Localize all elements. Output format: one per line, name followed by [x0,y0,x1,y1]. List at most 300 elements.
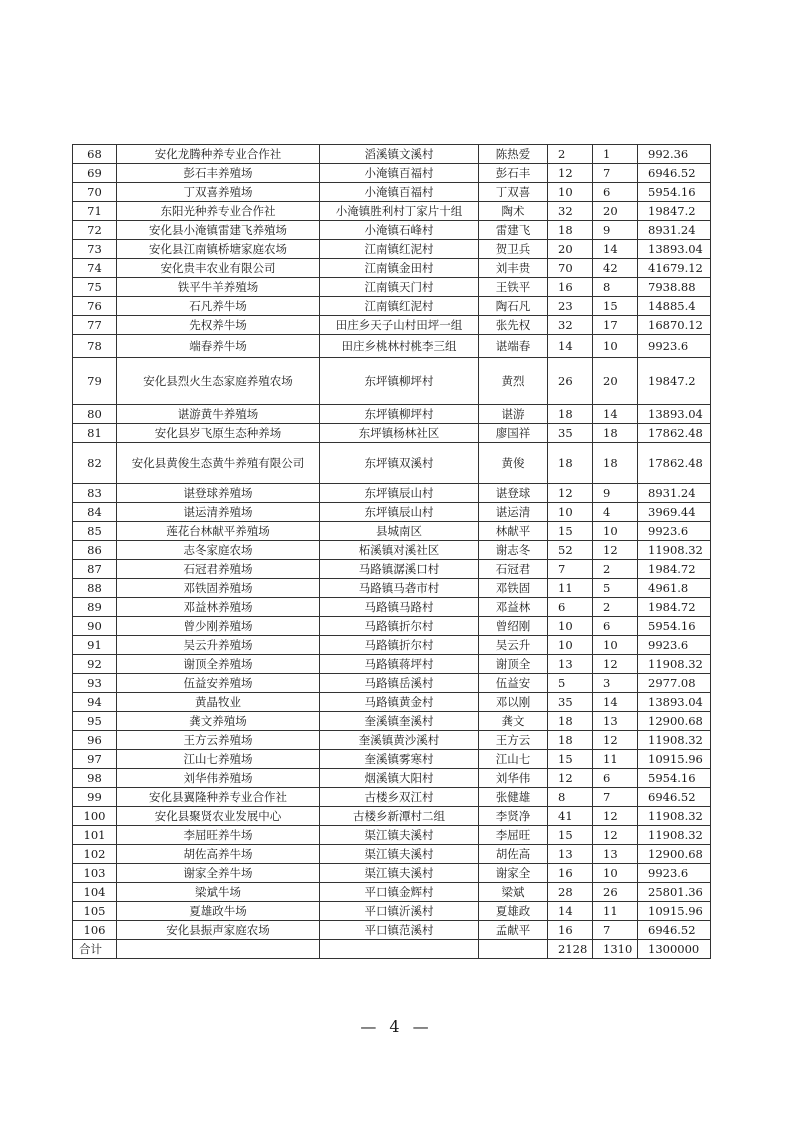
entity-name: 曾少刚养殖场 [117,617,320,636]
entity-name: 梁斌牛场 [117,883,320,902]
table-row [73,693,711,712]
table-row [73,883,711,902]
head-count: 2 [548,145,593,164]
total-row [73,940,711,959]
table-row [73,598,711,617]
contact-person: 陶术 [479,202,548,221]
table-row [73,202,711,221]
page-number: — 4 — [360,1017,433,1036]
entity-name: 李屈旺养牛场 [117,826,320,845]
location: 奎溪镇奎溪村 [320,712,479,731]
amount: 4961.8 [638,579,711,598]
contact-person: 李贤净 [479,807,548,826]
entity-name: 谢顶全养殖场 [117,655,320,674]
location: 江南镇天门村 [320,278,479,297]
table-row [73,278,711,297]
row-number: 103 [73,864,117,883]
location: 渠江镇夫溪村 [320,826,479,845]
amount: 11908.32 [638,731,711,750]
row-number: 94 [73,693,117,712]
amount: 12900.68 [638,712,711,731]
unit-count: 6 [593,769,638,788]
row-number: 101 [73,826,117,845]
contact-person: 谌游 [479,405,548,424]
contact-person: 黄俊 [479,443,548,484]
table-row [73,316,711,335]
head-count: 15 [548,522,593,541]
table-row [73,145,711,164]
head-count: 14 [548,335,593,358]
head-count: 10 [548,636,593,655]
entity-name: 铁平牛羊养殖场 [117,278,320,297]
table-row [73,864,711,883]
amount: 11908.32 [638,655,711,674]
row-number: 89 [73,598,117,617]
row-number: 70 [73,183,117,202]
location: 马路镇折尔村 [320,636,479,655]
location: 马路镇马路村 [320,598,479,617]
contact-person: 胡佐高 [479,845,548,864]
location: 渠江镇夫溪村 [320,864,479,883]
row-number: 105 [73,902,117,921]
table-row [73,579,711,598]
amount: 13893.04 [638,405,711,424]
table-row [73,522,711,541]
table-row [73,405,711,424]
contact-person: 刘华伟 [479,769,548,788]
location: 平口镇范溪村 [320,921,479,940]
amount: 6946.52 [638,164,711,183]
table-row [73,240,711,259]
location: 小淹镇百福村 [320,183,479,202]
amount: 9923.6 [638,864,711,883]
contact-person: 谌端春 [479,335,548,358]
row-number: 68 [73,145,117,164]
table-row [73,902,711,921]
unit-count: 11 [593,902,638,921]
contact-person: 邓益林 [479,598,548,617]
unit-count: 14 [593,405,638,424]
amount: 9923.6 [638,335,711,358]
unit-count: 10 [593,636,638,655]
row-number: 73 [73,240,117,259]
head-count: 18 [548,712,593,731]
amount: 13893.04 [638,693,711,712]
row-number: 90 [73,617,117,636]
total-amount: 1300000 [638,940,711,959]
unit-count: 12 [593,655,638,674]
unit-count: 20 [593,358,638,405]
contact-person: 邓以刚 [479,693,548,712]
head-count: 10 [548,617,593,636]
row-number: 106 [73,921,117,940]
amount: 8931.24 [638,484,711,503]
amount: 1984.72 [638,560,711,579]
entity-name: 安化县聚贤农业发展中心 [117,807,320,826]
head-count: 18 [548,405,593,424]
amount: 9923.6 [638,636,711,655]
unit-count: 7 [593,921,638,940]
amount: 41679.12 [638,259,711,278]
entity-name: 丁双喜养殖场 [117,183,320,202]
amount: 6946.52 [638,788,711,807]
entity-name: 龚文养殖场 [117,712,320,731]
contact-person: 邓铁固 [479,579,548,598]
unit-count: 7 [593,788,638,807]
contact-person: 刘丰贵 [479,259,548,278]
location: 古楼乡双江村 [320,788,479,807]
table-row [73,617,711,636]
head-count: 18 [548,221,593,240]
entity-name: 伍益安养殖场 [117,674,320,693]
row-number: 84 [73,503,117,522]
location: 马路镇黄金村 [320,693,479,712]
row-number: 99 [73,788,117,807]
head-count: 12 [548,484,593,503]
amount: 16870.12 [638,316,711,335]
head-count: 11 [548,579,593,598]
table-row [73,164,711,183]
row-number: 69 [73,164,117,183]
location: 东坪镇辰山村 [320,484,479,503]
total-blank-3 [479,940,548,959]
head-count: 7 [548,560,593,579]
table-row [73,259,711,278]
unit-count: 15 [593,297,638,316]
location: 古楼乡新潭村二组 [320,807,479,826]
row-number: 72 [73,221,117,240]
unit-count: 14 [593,693,638,712]
unit-count: 2 [593,560,638,579]
row-number: 92 [73,655,117,674]
amount: 19847.2 [638,202,711,221]
contact-person: 谌登球 [479,484,548,503]
table-row [73,750,711,769]
table-row [73,541,711,560]
head-count: 70 [548,259,593,278]
amount: 9923.6 [638,522,711,541]
row-number: 85 [73,522,117,541]
table-row [73,560,711,579]
row-number: 86 [73,541,117,560]
table-row [73,221,711,240]
row-number: 83 [73,484,117,503]
row-number: 87 [73,560,117,579]
head-count: 8 [548,788,593,807]
entity-name: 安化县黄俊生态黄牛养殖有限公司 [117,443,320,484]
contact-person: 龚文 [479,712,548,731]
amount: 11908.32 [638,807,711,826]
row-number: 100 [73,807,117,826]
entity-name: 黄晶牧业 [117,693,320,712]
unit-count: 26 [593,883,638,902]
row-number: 91 [73,636,117,655]
head-count: 16 [548,864,593,883]
table-row [73,712,711,731]
unit-count: 13 [593,845,638,864]
unit-count: 20 [593,202,638,221]
head-count: 16 [548,921,593,940]
unit-count: 12 [593,807,638,826]
location: 东坪镇柳坪村 [320,358,479,405]
location: 马路镇岳溪村 [320,674,479,693]
contact-person: 丁双喜 [479,183,548,202]
entity-name: 安化县翼隆种养专业合作社 [117,788,320,807]
entity-name: 谌游黄牛养殖场 [117,405,320,424]
entity-name: 端春养牛场 [117,335,320,358]
amount: 6946.52 [638,921,711,940]
contact-person: 王铁平 [479,278,548,297]
contact-person: 谢家全 [479,864,548,883]
location: 江南镇红泥村 [320,240,479,259]
unit-count: 2 [593,598,638,617]
unit-count: 6 [593,617,638,636]
unit-count: 7 [593,164,638,183]
contact-person: 李屈旺 [479,826,548,845]
contact-person: 彭石丰 [479,164,548,183]
contact-person: 贺卫兵 [479,240,548,259]
amount: 13893.04 [638,240,711,259]
table-row [73,826,711,845]
head-count: 18 [548,443,593,484]
head-count: 20 [548,240,593,259]
location: 奎溪镇雾寒村 [320,750,479,769]
amount: 10915.96 [638,902,711,921]
unit-count: 12 [593,541,638,560]
row-number: 79 [73,358,117,405]
table-row [73,769,711,788]
row-number: 104 [73,883,117,902]
unit-count: 42 [593,259,638,278]
unit-count: 6 [593,183,638,202]
amount: 5954.16 [638,617,711,636]
location: 平口镇沂溪村 [320,902,479,921]
entity-name: 江山七养殖场 [117,750,320,769]
head-count: 6 [548,598,593,617]
entity-name: 胡佐高养牛场 [117,845,320,864]
row-number: 102 [73,845,117,864]
unit-count: 18 [593,443,638,484]
head-count: 12 [548,164,593,183]
entity-name: 石冠君养殖场 [117,560,320,579]
amount: 3969.44 [638,503,711,522]
unit-count: 14 [593,240,638,259]
contact-person: 谢顶全 [479,655,548,674]
amount: 25801.36 [638,883,711,902]
amount: 1984.72 [638,598,711,617]
entity-name: 谌运清养殖场 [117,503,320,522]
location: 江南镇红泥村 [320,297,479,316]
location: 东坪镇双溪村 [320,443,479,484]
contact-person: 廖国祥 [479,424,548,443]
location: 田庄乡桃林村桃李三组 [320,335,479,358]
contact-person: 伍益安 [479,674,548,693]
entity-name: 安化县振声家庭农场 [117,921,320,940]
entity-name: 先权养牛场 [117,316,320,335]
head-count: 18 [548,731,593,750]
table-row [73,484,711,503]
unit-count: 13 [593,712,638,731]
row-number: 76 [73,297,117,316]
head-count: 13 [548,655,593,674]
head-count: 28 [548,883,593,902]
total-blank-1 [117,940,320,959]
total-label: 合计 [73,940,117,959]
table-row [73,636,711,655]
entity-name: 东阳光种养专业合作社 [117,202,320,221]
entity-name: 安化县江南镇桥塘家庭农场 [117,240,320,259]
row-number: 77 [73,316,117,335]
contact-person: 梁斌 [479,883,548,902]
unit-count: 11 [593,750,638,769]
amount: 11908.32 [638,826,711,845]
table-row [73,788,711,807]
entity-name: 安化县岁飞原生态种养场 [117,424,320,443]
head-count: 35 [548,693,593,712]
amount: 5954.16 [638,769,711,788]
amount: 5954.16 [638,183,711,202]
location: 滔溪镇文溪村 [320,145,479,164]
unit-count: 12 [593,826,638,845]
contact-person: 陶石凡 [479,297,548,316]
location: 马路镇马砻市村 [320,579,479,598]
location: 东坪镇杨林社区 [320,424,479,443]
row-number: 71 [73,202,117,221]
entity-name: 谌登球养殖场 [117,484,320,503]
row-number: 75 [73,278,117,297]
table-row [73,845,711,864]
location: 柘溪镇对溪社区 [320,541,479,560]
unit-count: 17 [593,316,638,335]
table-row [73,807,711,826]
location: 奎溪镇黄沙溪村 [320,731,479,750]
amount: 19847.2 [638,358,711,405]
row-number: 88 [73,579,117,598]
table-row [73,443,711,484]
location: 小淹镇百福村 [320,164,479,183]
contact-person: 黄烈 [479,358,548,405]
total-unit-count: 1310 [593,940,638,959]
entity-name: 夏雄政牛场 [117,902,320,921]
head-count: 16 [548,278,593,297]
head-count: 41 [548,807,593,826]
location: 东坪镇柳坪村 [320,405,479,424]
location: 东坪镇辰山村 [320,503,479,522]
head-count: 14 [548,902,593,921]
contact-person: 谌运清 [479,503,548,522]
table-row [73,183,711,202]
location: 马路镇折尔村 [320,617,479,636]
row-number: 74 [73,259,117,278]
row-number: 78 [73,335,117,358]
amount: 14885.4 [638,297,711,316]
entity-name: 安化县小淹镇雷建飞养殖场 [117,221,320,240]
unit-count: 5 [593,579,638,598]
total-blank-2 [320,940,479,959]
entity-name: 吴云升养殖场 [117,636,320,655]
amount: 7938.88 [638,278,711,297]
contact-person: 夏雄政 [479,902,548,921]
unit-count: 10 [593,335,638,358]
contact-person: 石冠君 [479,560,548,579]
entity-name: 王方云养殖场 [117,731,320,750]
amount: 12900.68 [638,845,711,864]
amount: 17862.48 [638,443,711,484]
unit-count: 9 [593,484,638,503]
amount: 17862.48 [638,424,711,443]
amount: 10915.96 [638,750,711,769]
contact-person: 张先权 [479,316,548,335]
location: 烟溪镇大阳村 [320,769,479,788]
head-count: 26 [548,358,593,405]
total-head-count: 2128 [548,940,593,959]
contact-person: 曾绍刚 [479,617,548,636]
table-row [73,297,711,316]
amount: 992.36 [638,145,711,164]
unit-count: 10 [593,864,638,883]
contact-person: 江山七 [479,750,548,769]
unit-count: 1 [593,145,638,164]
location: 平口镇金辉村 [320,883,479,902]
entity-name: 志冬家庭农场 [117,541,320,560]
unit-count: 10 [593,522,638,541]
amount: 11908.32 [638,541,711,560]
entity-name: 邓铁固养殖场 [117,579,320,598]
contact-person: 王方云 [479,731,548,750]
amount: 8931.24 [638,221,711,240]
location: 马路镇蒋坪村 [320,655,479,674]
unit-count: 12 [593,731,638,750]
row-number: 97 [73,750,117,769]
table-row [73,655,711,674]
location: 县城南区 [320,522,479,541]
row-number: 95 [73,712,117,731]
row-number: 93 [73,674,117,693]
entity-name: 刘华伟养殖场 [117,769,320,788]
entity-name: 邓益林养殖场 [117,598,320,617]
row-number: 81 [73,424,117,443]
head-count: 15 [548,826,593,845]
head-count: 10 [548,503,593,522]
table-row [73,424,711,443]
entity-name: 石凡养牛场 [117,297,320,316]
head-count: 10 [548,183,593,202]
head-count: 32 [548,316,593,335]
row-number: 98 [73,769,117,788]
unit-count: 8 [593,278,638,297]
entity-name: 谢家全养牛场 [117,864,320,883]
head-count: 13 [548,845,593,864]
head-count: 35 [548,424,593,443]
entity-name: 安化龙腾种养专业合作社 [117,145,320,164]
table-body [73,145,711,959]
entity-name: 安化县烈火生态家庭养殖农场 [117,358,320,405]
head-count: 23 [548,297,593,316]
table-row [73,503,711,522]
location: 马路镇潺溪口村 [320,560,479,579]
contact-person: 张健雄 [479,788,548,807]
unit-count: 18 [593,424,638,443]
row-number: 80 [73,405,117,424]
subsidy-table [72,144,711,959]
contact-person: 吴云升 [479,636,548,655]
location: 小淹镇胜利村丁家片十组 [320,202,479,221]
head-count: 15 [548,750,593,769]
location: 渠江镇夫溪村 [320,845,479,864]
table-row [73,731,711,750]
unit-count: 4 [593,503,638,522]
contact-person: 陈热爱 [479,145,548,164]
